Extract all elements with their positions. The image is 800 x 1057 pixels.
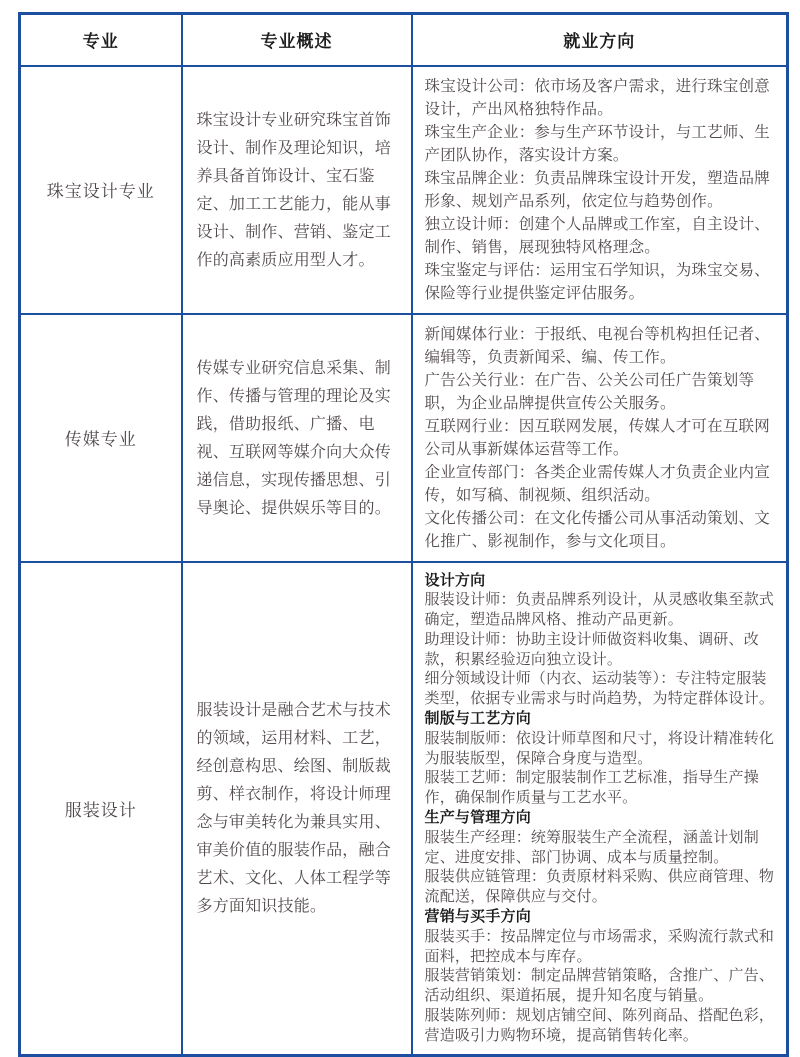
major-name: 服装设计	[20, 562, 182, 1056]
table-row-media	[20, 314, 788, 562]
career-direction-heading: 营销与买手方向	[424, 907, 531, 926]
career-item: 珠宝设计公司：依市场及客户需求，进行珠宝创意设计，产出风格独特作品。	[424, 76, 770, 118]
career-direction-heading: 生产与管理方向	[424, 808, 531, 827]
career-item: 互联网行业：因互联网发展，传媒人才可在互联网公司从事新媒体运营等工作。	[424, 416, 770, 458]
career-item: 服装供应链管理：负责原材料采购、供应商管理、物流配送，保障供应与交付。	[424, 867, 775, 906]
careers-list	[425, 571, 779, 1046]
header-row	[20, 14, 788, 66]
careers-cell	[412, 66, 788, 314]
table-row-fashion	[20, 562, 788, 1056]
careers-list	[425, 75, 779, 305]
careers-cell	[412, 314, 788, 562]
career-item: 服装设计师：负责品牌系列设计，从灵感收集至款式确定，塑造品牌风格、推动产品更新。	[424, 590, 775, 629]
career-item: 服装陈列师：规划店铺空间、陈列商品、搭配色彩，营造吸引力购物环境，提高销售转化率。	[424, 1006, 775, 1044]
career-item: 珠宝鉴定与评估：运用宝石学知识，为珠宝交易、保险等行业提供鉴定评估服务。	[424, 260, 770, 302]
career-item: 新闻媒体行业：于报纸、电视台等机构担任记者、编辑等，负责新闻采、编、传工作。	[424, 324, 770, 366]
career-item: 服装制版师：依设计师草图和尺寸，将设计精准转化为服装版型，保障合身度与造型。	[424, 728, 775, 767]
career-item: 服装工艺师：制定服装制作工艺标准，指导生产操作，确保制作质量与工艺水平。	[424, 768, 759, 807]
major-overview: 珠宝设计专业研究珠宝首饰设计、制作及理论知识，培养具备首饰设计、宝石鉴定、加工工艺能力，能从事设计、制作、营销、鉴定工作的高素质应用型人才。	[196, 109, 391, 269]
career-item: 企业宣传部门：各类企业需传媒人才负责企业内宣传，如写稿、制视频、组织活动。	[424, 462, 770, 504]
col-header-major: 专业	[20, 14, 182, 66]
careers-cell	[412, 562, 788, 1056]
career-item: 服装买手：按品牌定位与市场需求，采购流行款式和面料，把控成本与库存。	[424, 926, 775, 965]
major-overview: 服装设计是融合艺术与技术的领域，运用材料、工艺，经创意构思、绘图、制版裁剪、样衣制作，将设计师理念与审美转化为兼具实用、审美价值的服装作品，融合艺术、文化、人体工程学等多方面知识技能。	[196, 700, 391, 916]
overview-cell	[182, 314, 412, 562]
career-direction-heading: 设计方向	[424, 570, 486, 589]
career-item: 珠宝生产企业：参与生产环节设计，与工艺师、生产团队协作，落实设计方案。	[424, 122, 770, 164]
major-overview: 传媒专业研究信息采集、制作、传播与管理的理论及实践，借助报纸、广播、电视、互联网等媒介向大众传递信息，实现传播思想、引导奥论、提供娱乐等目的。	[196, 357, 391, 517]
career-item: 珠宝品牌企业：负责品牌珠宝设计开发，塑造品牌形象、规划产品系列，依定位与趋势创作。	[424, 168, 770, 210]
col-header-careers: 就业方向	[412, 14, 788, 66]
career-item: 独立设计师：创建个人品牌或工作室，自主设计、制作、销售，展现独特风格理念。	[424, 214, 770, 256]
col-header-overview: 专业概述	[182, 14, 412, 66]
career-item: 服装营销策划：制定品牌营销策略，含推广、广告、活动组织、渠道拓展，提升知名度与销量。	[424, 966, 775, 1005]
career-item: 广告公关行业：在广告、公关公司任广告策划等职，为企业品牌提供宣传公关服务。	[424, 370, 755, 412]
major-name: 珠宝设计专业	[20, 66, 182, 314]
overview-cell	[182, 562, 412, 1056]
career-item: 服装生产经理：统筹服装生产全流程，涵盖计划制定、进度安排、部门协调、成本与质量控制。	[424, 827, 759, 866]
overview-cell	[182, 66, 412, 314]
career-item: 助理设计师：协助主设计师做资料收集、调研、改款，积累经验迈向独立设计。	[424, 629, 759, 668]
table-row-jewelry	[20, 66, 788, 314]
career-item: 细分领域设计师（内衣、运动装等）：专注特定服装类型，依据专业需求与时尚趋势，为特定群体设计。	[424, 669, 775, 708]
majors-table	[18, 12, 789, 1057]
careers-list	[425, 323, 779, 553]
career-item: 文化传播公司：在文化传播公司从事活动策划、文化推广、影视制作，参与文化项目。	[424, 508, 770, 550]
major-name: 传媒专业	[20, 314, 182, 562]
career-direction-heading: 制版与工艺方向	[424, 709, 531, 728]
